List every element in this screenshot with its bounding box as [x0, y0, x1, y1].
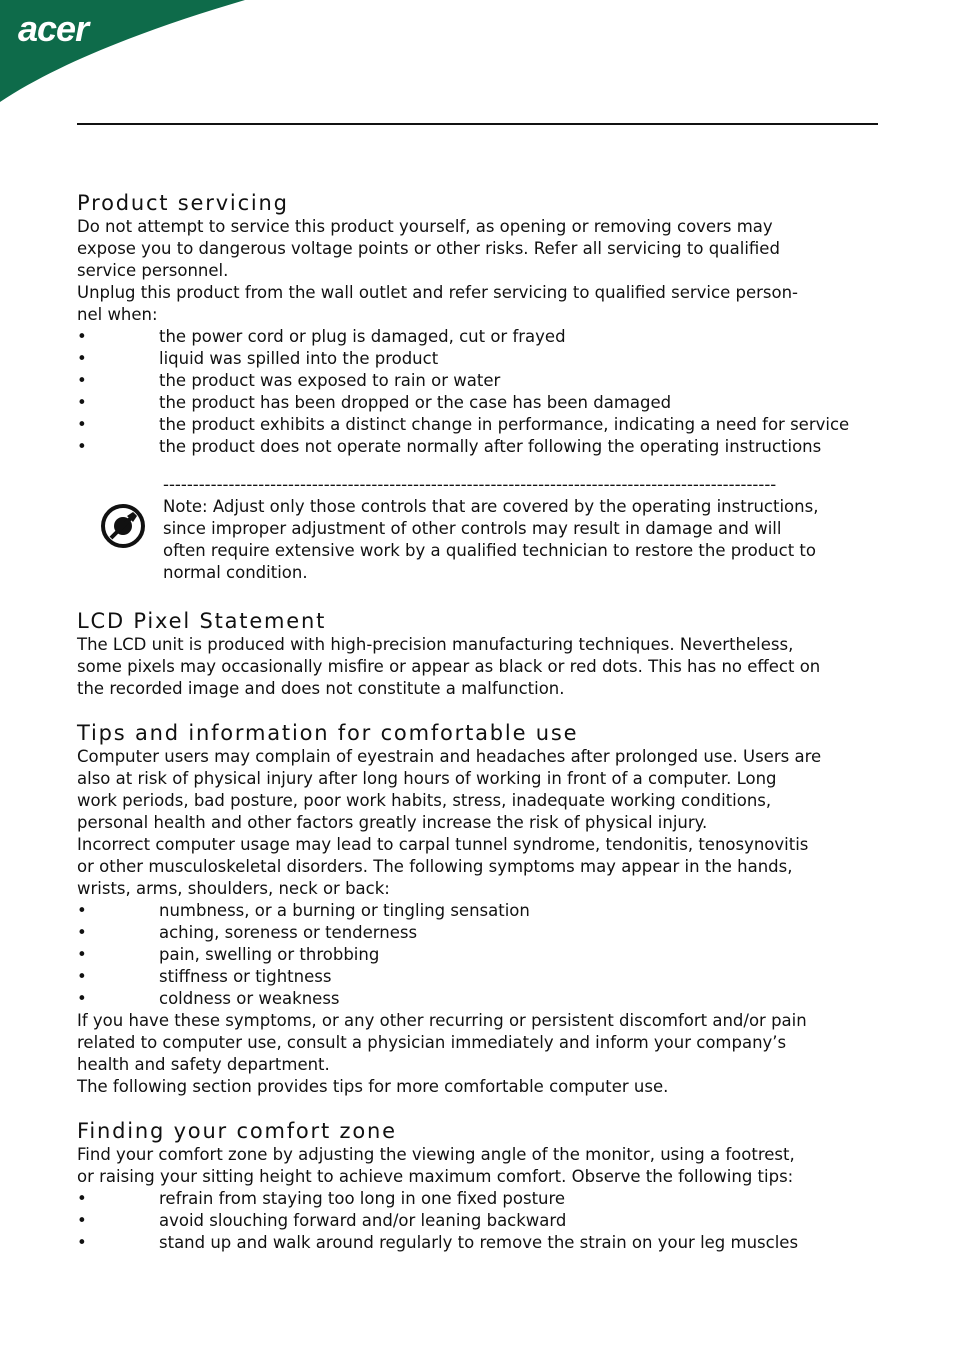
list-item: [77, 414, 877, 436]
list-item: [77, 944, 877, 966]
list-item: [77, 348, 877, 370]
text-line: The LCD unit is produced with high-precision manufacturing techniques. Nevertheless,: [77, 635, 794, 654]
bullet-list: [77, 326, 877, 458]
note-box: [77, 474, 877, 594]
section-heading: Finding your comfort zone: [77, 1119, 397, 1143]
text-line: or other musculoskeletal disorders. The following symptoms may appear in the hands,: [77, 857, 793, 876]
list-item-text: avoid slouching forward and/or leaning backward: [159, 1211, 567, 1230]
list-item-text: stiffness or tightness: [159, 967, 332, 986]
section-heading: Product servicing: [77, 191, 289, 215]
text-line: service personnel.: [77, 261, 229, 280]
text-line: normal condition.: [163, 563, 308, 582]
text-line: If you have these symptoms, or any other recurring or persistent discomfort and/or pain: [77, 1011, 807, 1030]
bullet-icon: •: [77, 967, 87, 986]
list-item-text: pain, swelling or throbbing: [159, 945, 380, 964]
bullet-icon: •: [77, 415, 87, 434]
list-item-text: the power cord or plug is damaged, cut or frayed: [159, 327, 566, 346]
text-line: Unplug this product from the wall outlet and refer servicing to qualified service person-: [77, 283, 798, 302]
bullet-icon: •: [77, 393, 87, 412]
list-item: [77, 988, 877, 1010]
text-line: or raising your sitting height to achieve maximum comfort. Observe the following tips:: [77, 1167, 794, 1186]
bullet-icon: •: [77, 1233, 87, 1252]
bullet-icon: •: [77, 1189, 87, 1208]
list-item-text: numbness, or a burning or tingling sensation: [159, 901, 530, 920]
text-line: the recorded image and does not constitute a malfunction.: [77, 679, 565, 698]
bullet-icon: •: [77, 945, 87, 964]
text-line: nel when:: [77, 305, 158, 324]
text-line: Computer users may complain of eyestrain and headaches after prolonged use. Users are: [77, 747, 822, 766]
note-divider: -------------------------------------------------------------------------------------------------------: [163, 475, 777, 494]
list-item-text: aching, soreness or tenderness: [159, 923, 418, 942]
bullet-list: [77, 900, 877, 1010]
bullet-icon: •: [77, 901, 87, 920]
acer-logo: acer: [18, 8, 89, 49]
list-item: [77, 966, 877, 988]
list-item: [77, 1210, 877, 1232]
text-line: Find your comfort zone by adjusting the viewing angle of the monitor, using a footrest,: [77, 1145, 795, 1164]
bullet-icon: •: [77, 371, 87, 390]
list-item-text: the product does not operate normally after following the operating instructions: [159, 437, 822, 456]
text-line: related to computer use, consult a physician immediately and inform your company’s: [77, 1033, 787, 1052]
text-line: The following section provides tips for more comfortable computer use.: [77, 1077, 669, 1096]
text-line: expose you to dangerous voltage points or other risks. Refer all servicing to qualified: [77, 239, 780, 258]
list-item-text: the product exhibits a distinct change in performance, indicating a need for service: [159, 415, 850, 434]
text-line: wrists, arms, shoulders, neck or back:: [77, 879, 390, 898]
section-tips: [77, 720, 877, 1098]
text-line: health and safety department.: [77, 1055, 330, 1074]
bullet-list: [77, 1188, 877, 1254]
header-rule: [77, 123, 878, 125]
section-lcd-pixel: [77, 608, 877, 700]
list-item-text: liquid was spilled into the product: [159, 349, 439, 368]
section-heading: Tips and information for comfortable use: [77, 721, 579, 745]
brand-band: [0, 0, 260, 110]
list-item: [77, 370, 877, 392]
section-comfort-zone: [77, 1118, 877, 1254]
text-line: personal health and other factors greatly increase the risk of physical injury.: [77, 813, 708, 832]
list-item-text: stand up and walk around regularly to remove the strain on your leg muscles: [159, 1233, 799, 1252]
text-line: Note: Adjust only those controls that are covered by the operating instructions,: [163, 497, 819, 516]
list-item: [77, 436, 877, 458]
list-item: [77, 392, 877, 414]
note-text: [163, 474, 877, 584]
bullet-icon: •: [77, 437, 87, 456]
text-line: Do not attempt to service this product yourself, as opening or removing covers may: [77, 217, 773, 236]
list-item-text: the product has been dropped or the case has been damaged: [159, 393, 672, 412]
list-item: [77, 326, 877, 348]
bullet-icon: •: [77, 1211, 87, 1230]
list-item-text: refrain from staying too long in one fixed posture: [159, 1189, 566, 1208]
list-item-text: coldness or weakness: [159, 989, 340, 1008]
bullet-icon: •: [77, 349, 87, 368]
text-line: since improper adjustment of other controls may result in damage and will: [163, 519, 782, 538]
bullet-icon: •: [77, 989, 87, 1008]
list-item: [77, 1232, 877, 1254]
text-line: also at risk of physical injury after long hours of working in front of a computer. Long: [77, 769, 777, 788]
document-body: [77, 190, 877, 1254]
paragraph: [77, 216, 877, 282]
list-item: [77, 1188, 877, 1210]
bullet-icon: •: [77, 327, 87, 346]
list-item-text: the product was exposed to rain or water: [159, 371, 501, 390]
text-line: Incorrect computer usage may lead to carpal tunnel syndrome, tendonitis, tenosynovitis: [77, 835, 809, 854]
note-icon: [99, 502, 147, 550]
paragraph: [77, 282, 877, 326]
text-line: often require extensive work by a qualified technician to restore the product to: [163, 541, 816, 560]
list-item: [77, 922, 877, 944]
bullet-icon: •: [77, 923, 87, 942]
section-heading: LCD Pixel Statement: [77, 609, 327, 633]
list-item: [77, 900, 877, 922]
spacer: [77, 1098, 877, 1118]
section-product-servicing: [77, 190, 877, 458]
text-line: some pixels may occasionally misfire or appear as black or red dots. This has no effect on: [77, 657, 821, 676]
spacer: [77, 700, 877, 720]
text-line: work periods, bad posture, poor work habits, stress, inadequate working conditions,: [77, 791, 772, 810]
